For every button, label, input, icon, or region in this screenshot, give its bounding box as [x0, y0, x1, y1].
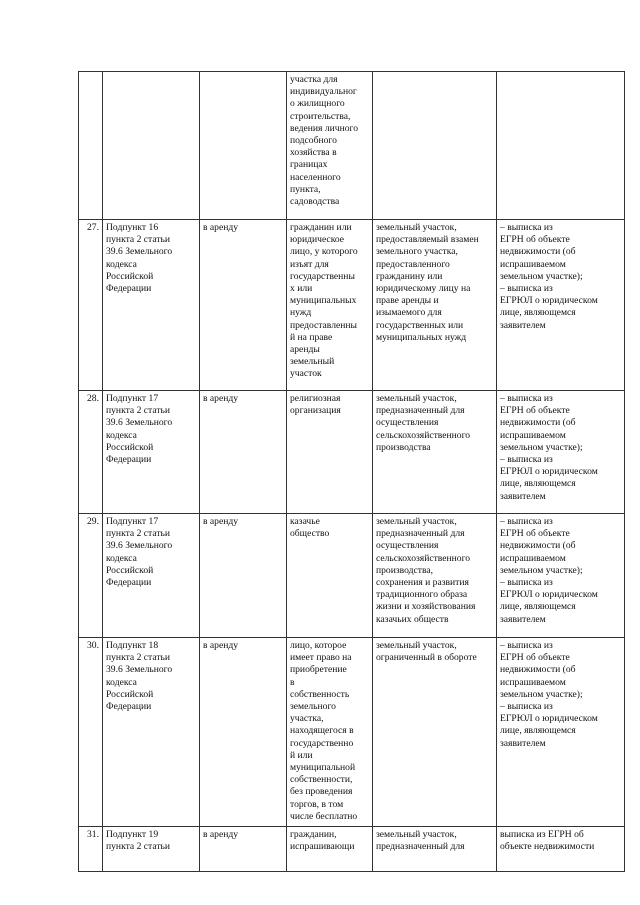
row-number: 29. — [79, 514, 103, 638]
documents-cell: выписка из ЕГРН об объекте недвижимости — [497, 827, 625, 872]
documents-cell — [497, 72, 625, 220]
legal-basis-cell — [103, 72, 200, 220]
applicant-cell: участка для индивидуальног о жилищного строительства, ведения личного подсобного хозяйства в границах населенного пункта, садоводства — [287, 72, 373, 220]
land-plot-cell: земельный участок, ограниченный в обороте — [373, 638, 497, 827]
table-row — [79, 220, 625, 391]
applicant-cell: лицо, которое имеет право на приобретение в собственность земельного участка, находящегося в государственно й или муниципальной собственности, без проведения торгов, в том числе бесплатно — [287, 638, 373, 827]
right-type-cell: в аренду — [200, 514, 287, 638]
applicant-cell: гражданин, испрашивающи — [287, 827, 373, 872]
legal-basis-cell: Подпункт 17 пункта 2 статьи 39.6 Земельного кодекса Российской Федерации — [103, 391, 200, 514]
documents-cell: – выписка из ЕГРН об объекте недвижимости (об испрашиваемом земельном участке); – выписка из ЕГРЮЛ о юридическом лице, являющемся заявителем — [497, 638, 625, 827]
legal-basis-cell: Подпункт 19 пункта 2 статьи — [103, 827, 200, 872]
applicant-cell: казачье общество — [287, 514, 373, 638]
legal-basis-cell: Подпункт 17 пункта 2 статьи 39.6 Земельного кодекса Российской Федерации — [103, 514, 200, 638]
land-plot-cell: земельный участок, предназначенный для осуществления сельскохозяйственного производства — [373, 391, 497, 514]
table-row — [79, 827, 625, 872]
documents-cell: – выписка из ЕГРН об объекте недвижимости (об испрашиваемом земельном участке); – выписка из ЕГРЮЛ о юридическом лице, являющемся заявителем — [497, 514, 625, 638]
applicant-cell: гражданин или юридическое лицо, у которого изъят для государственны х или муниципальных нужд предоставленны й на праве аренды земельный участок — [287, 220, 373, 391]
table-row — [79, 391, 625, 514]
documents-cell: – выписка из ЕГРН об объекте недвижимости (об испрашиваемом земельном участке); – выписка из ЕГРЮЛ о юридическом лице, являющемся заявителем — [497, 220, 625, 391]
applicant-cell: религиозная организация — [287, 391, 373, 514]
legal-basis-cell: Подпункт 16 пункта 2 статьи 39.6 Земельного кодекса Российской Федерации — [103, 220, 200, 391]
row-number: 27. — [79, 220, 103, 391]
land-provision-table — [78, 71, 625, 872]
land-plot-cell: земельный участок, предоставляемый взамен земельного участка, предоставленного гражданину или юридическому лицу на праве аренды и изымаемого для государственных или муниципальных нужд — [373, 220, 497, 391]
right-type-cell: в аренду — [200, 220, 287, 391]
table-row — [79, 72, 625, 220]
legal-basis-cell: Подпункт 18 пункта 2 статьи 39.6 Земельного кодекса Российской Федерации — [103, 638, 200, 827]
row-number: 28. — [79, 391, 103, 514]
land-plot-cell: земельный участок, предназначенный для — [373, 827, 497, 872]
row-number: 30. — [79, 638, 103, 827]
table-row — [79, 514, 625, 638]
right-type-cell: в аренду — [200, 638, 287, 827]
right-type-cell: в аренду — [200, 827, 287, 872]
right-type-cell — [200, 72, 287, 220]
land-plot-cell — [373, 72, 497, 220]
row-number — [79, 72, 103, 220]
row-number: 31. — [79, 827, 103, 872]
land-plot-cell: земельный участок, предназначенный для осуществления сельскохозяйственного производства, сохранения и развития традиционного образа жизни и хозяйствования казачьих обществ — [373, 514, 497, 638]
right-type-cell: в аренду — [200, 391, 287, 514]
documents-cell: – выписка из ЕГРН об объекте недвижимости (об испрашиваемом земельном участке); – выписка из ЕГРЮЛ о юридическом лице, являющемся заявителем — [497, 391, 625, 514]
table-row — [79, 638, 625, 827]
